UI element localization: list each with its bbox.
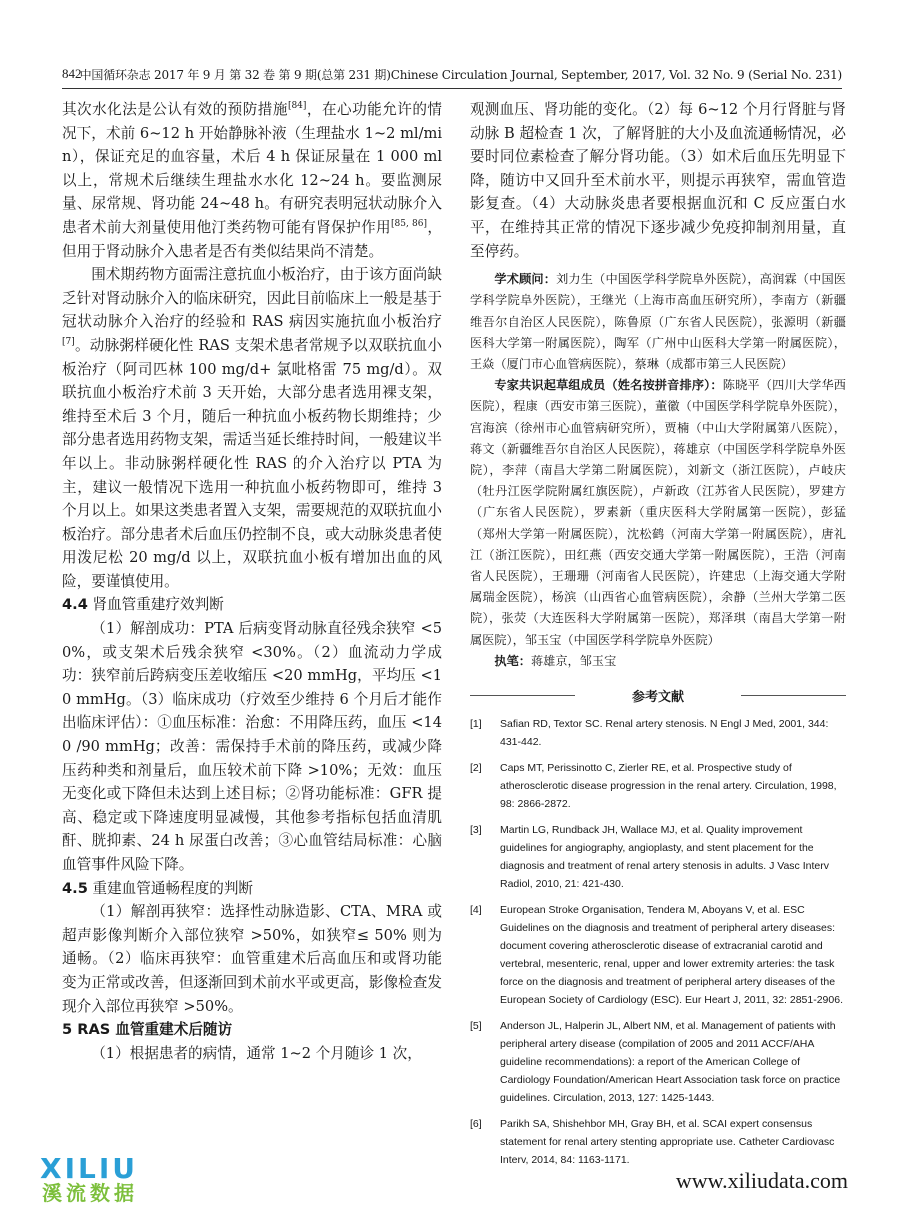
paragraph-hydration: 其次水化法是公认有效的预防措施[84]，在心功能允许的情况下，术前 6~12 h 开始静脉补液（生理盐水 1~2 ml/min），保证充足的血容量，术后 4 h 保证尿量在 1 000 ml 以上，常规术后继续生理盐水水化 12~24 h。要监测尿量、尿常规、肾功能 24~48 h。有研究表明冠状动脉介入患者术前大剂量使用他汀类药物可能有肾保护作用[85, 86]，但用于肾动脉介入患者是否有类似结果尚不清楚。 bbox=[62, 101, 442, 260]
right-column bbox=[470, 98, 846, 1177]
section-heading-5: 5 RAS 血管重建术后随访 bbox=[62, 1021, 233, 1039]
reference-item bbox=[470, 821, 846, 893]
citation[interactable]: [85, 86] bbox=[391, 219, 428, 230]
reference-list bbox=[470, 715, 846, 1169]
reference-number: [5] bbox=[470, 1020, 482, 1033]
reference-text: European Stroke Organisation, Tendera M, Aboyans V, et al. ESC Guidelines on the diagnosis and treatment of peripheral artery diseases: document covering atherosclerotic disease of extracranial carotid and vertebral, mesenteric, renal, upper and lower extremity arteries: the task force on the diagnosis and treatment of peripheral artery diseases of the European Society of Cardiology (ESC). Eur Heart J, 2011, 32: 2851-2906. bbox=[500, 904, 843, 1007]
reference-text: Caps MT, Perissinotto C, Zierler RE, et al. Prospective study of atherosclerotic disease progression in the renal artery. Circulation, 1998, 98: 2866-2872. bbox=[500, 762, 837, 811]
reference-item bbox=[470, 901, 846, 1009]
advisors: 学术顾问：刘力生（中国医学科学院阜外医院），高润霖（中国医学科学院阜外医院），王继光（上海市高血压研究所），李南方（新疆维吾尔自治区人民医院），陈鲁原（广东省人民医院），张源明（新疆医科大学第一附属医院），陶军（广州中山医科大学第一附属医院），王焱（厦门市心血管病医院），蔡琳（成都市第三人民医院） bbox=[470, 272, 846, 371]
reference-number: [6] bbox=[470, 1118, 482, 1131]
reference-item bbox=[470, 759, 846, 813]
left-column bbox=[62, 98, 442, 1066]
reference-text: Safian RD, Textor SC. Renal artery stenosis. N Engl J Med, 2001, 344: 431-442. bbox=[500, 718, 829, 749]
reference-text: Martin LG, Rundback JH, Wallace MJ, et al. Quality improvement guidelines for angiography, angioplasty, and stent placement for the diagnosis and treatment of renal artery stenosis in adults. J Vasc Interv Radiol, 2010, 21: 421-430. bbox=[500, 824, 829, 891]
citation[interactable]: [7] bbox=[62, 337, 75, 348]
running-header bbox=[62, 64, 842, 89]
reference-text: Anderson JL, Halperin JL, Albert NM, et al. Management of patients with peripheral artery disease (compilation of 2005 and 2011 ACCF/AHA guideline recommendations): a report of the American College of Cardiology Foundation/American Heart Association task force on practice guidelines. Circulation, 2013, 127: 1425-1443. bbox=[500, 1020, 841, 1105]
logo-text: XILIU bbox=[40, 1152, 139, 1185]
section-heading-4-5: 4.5 重建血管通畅程度的判断 bbox=[62, 879, 254, 897]
page-number: 842 bbox=[62, 66, 82, 81]
citation[interactable]: [84] bbox=[287, 101, 307, 112]
writers: 执笔：蒋雄京，邹玉宝 bbox=[494, 653, 617, 668]
logo-subtext: 溪流数据 bbox=[42, 1181, 138, 1205]
section-heading-4-4: 4.4 肾血管重建疗效判断 bbox=[62, 596, 224, 614]
references-heading: 参考文献 bbox=[470, 686, 846, 705]
reference-number: [2] bbox=[470, 762, 482, 775]
paragraph-patency: （1）解剖再狭窄：选择性动脉造影、CTA、MRA 或超声影像判断介入部位狭窄 >50%，如狭窄≤ 50% 则为通畅。（2）临床再狭窄：血管重建术后高血压和或肾功能变为正常或改善，但逐渐回到术前水平或更高，影像检查发现介入部位再狭窄 >50%。 bbox=[62, 903, 442, 1015]
paragraph-followup-cont: 观测血压、肾功能的变化。（2）每 6~12 个月行肾脏与肾动脉 B 超检查 1 次，了解肾脏的大小及血流通畅情况，必要时同位素检查了解分肾功能。（3）如术后血压先明显下降，随访中又回升至术前水平，则提示再狭窄，需血管造影复查。（4）大动脉炎患者要根据血沉和 C 反应蛋白水平，在维持其正常的情况下逐步减少免疫抑制剂用量，直至停药。 bbox=[470, 101, 846, 260]
reference-item bbox=[470, 1017, 846, 1107]
paragraph-antiplatelet: 围术期药物方面需注意抗血小板治疗，由于该方面尚缺乏针对肾动脉介入的临床研究，因此目前临床上一般是基于冠状动脉介入治疗的经验和 RAS 病因实施抗血小板治疗[7]。动脉粥样硬化性 RAS 支架术患者常规予以双联抗血小板治疗（阿司匹林 100 mg/d+ 氯吡格雷 75 mg/d）。双联抗血小板治疗术前 3 天开始，大部分患者选用裸支架，维持至术后 3 个月，随后一种抗血小板药物长期维持；少部分患者选用药物支架，需适当延长维持时间，一般建议半年以上。非动脉粥样硬化性 RAS 的介入治疗以 PTA 为主，建议一般情况下选用一种抗血小板药物即可，维持 3 个月以上。如果这类患者置入支架，需要规范的双联抗血小板治疗。部分患者术后血压仍控制不良，或大动脉炎患者使用泼尼松 20 mg/d 以上，双联抗血小板有增加出血的风险，要谨慎使用。 bbox=[62, 266, 442, 590]
reference-number: [4] bbox=[470, 904, 482, 917]
reference-number: [3] bbox=[470, 824, 482, 837]
xiliu-logo bbox=[40, 1152, 190, 1205]
watermark-url: www.xiliudata.com bbox=[675, 1168, 848, 1193]
reference-item bbox=[470, 715, 846, 751]
reference-number: [1] bbox=[470, 718, 482, 731]
drafting-group: 专家共识起草组成员（姓名按拼音排序）：陈晓平（四川大学华西医院），程康（西安市第三医院），董徽（中国医学科学院阜外医院），宫海滨（徐州市心血管病研究所），贾楠（中山大学附属第八医院），蒋文（新疆维吾尔自治区人民医院），蒋雄京（中国医学科学院阜外医院），李萍（南昌大学第二附属医院），刘新文（浙江医院），卢岐庆（牡丹江医学院附属红旗医院），卢新政（江苏省人民医院），罗建方（广东省人民医院），罗素新（重庆医科大学附属第一医院），彭猛（郑州大学第一附属医院），沈松鹤（河南大学第一附属医院），唐礼江（浙江医院），田红燕（西安交通大学第一附属医院），王浩（河南省人民医院），王珊珊（河南省人民医院），许建忠（上海交通大学附属瑞金医院），杨滨（山西省心血管病医院），余静（兰州大学第二医院），张荧（大连医科大学附属第一医院），郑泽琪（南昌大学第一附属医院），邹玉宝（中国医学科学院阜外医院） bbox=[470, 378, 846, 647]
journal-citation: 中国循环杂志 2017 年 9 月 第 32 卷 第 9 期(总第 231 期)Chinese Circulation Journal, September, 2017, Vol. 32 No. 9 (Serial No. 231) bbox=[79, 68, 842, 82]
reference-item bbox=[470, 1115, 846, 1169]
reference-text: Parikh SA, Shishehbor MH, Gray BH, et al. SCAI expert consensus statement for renal artery stenting appropriate use. Catheter Cardiovasc Interv, 2014, 84: 1163-1171. bbox=[500, 1118, 835, 1167]
paragraph-followup: （1）根据患者的病情，通常 1~2 个月随诊 1 次， bbox=[91, 1045, 422, 1063]
paragraph-efficacy: （1）解剖成功：PTA 后病变肾动脉直径残余狭窄 <50%，或支架术后残余狭窄 <30%。（2）血流动力学成功：狭窄前后跨病变压差收缩压 <20 mmHg，平均压 <10 mmHg。（3）临床成功（疗效至少维持 6 个月后才能作出临床评估）：①血压标准：治愈：不用降压药，血压 <140 /90 mmHg；改善：需保持手术前的降压药，或减少降压药种类和剂量后，血压较术前下降 >10%；无效：血压无变化或下降但未达到上述目标；②肾功能标准：GFR 提高、稳定或下降速度明显减慢，其他参考指标包括血清肌酐、胱抑素、24 h 尿蛋白改善；③心血管结局标准：心脑血管事件风险下降。 bbox=[62, 620, 442, 873]
